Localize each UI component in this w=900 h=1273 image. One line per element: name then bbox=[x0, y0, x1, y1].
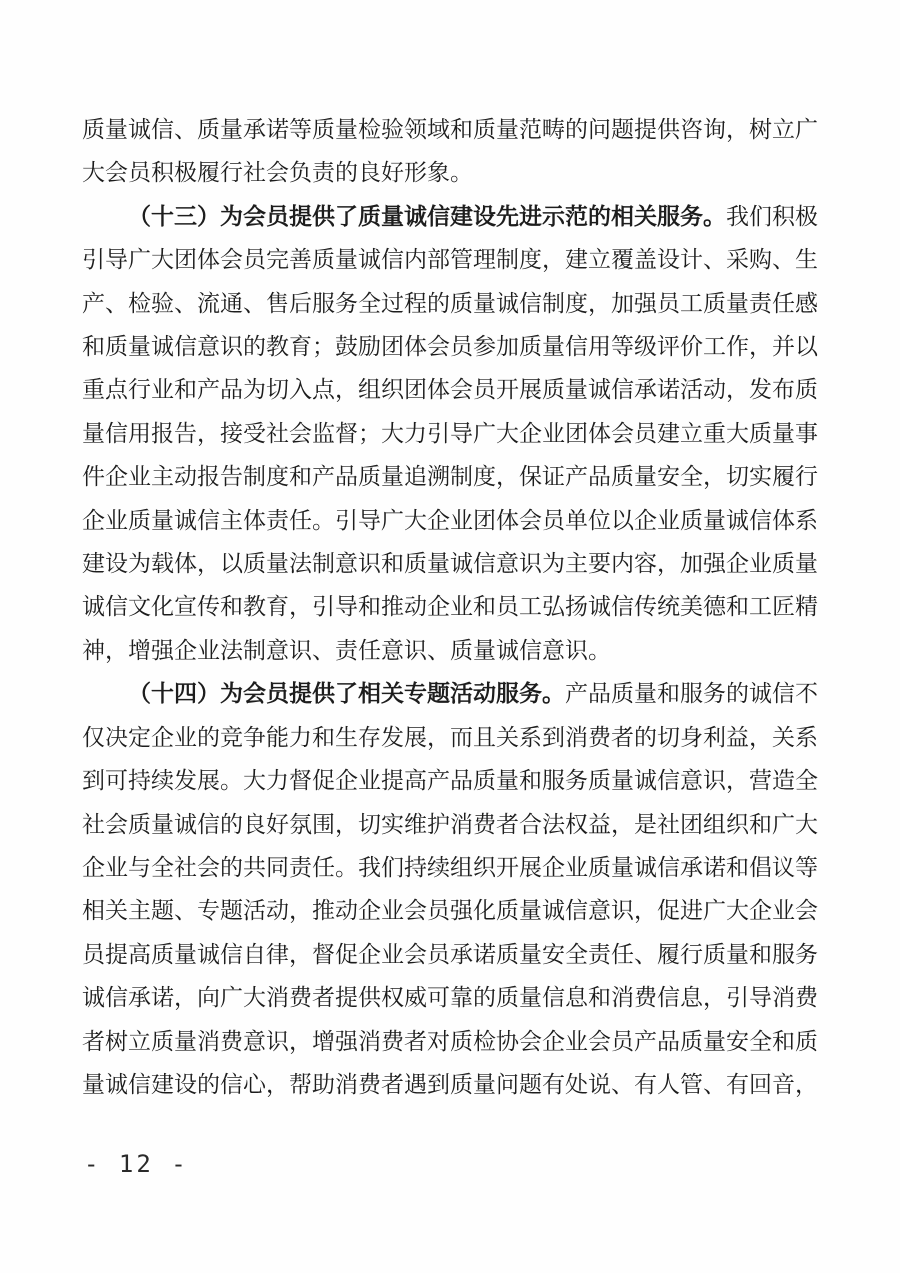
paragraph-item-13 bbox=[82, 195, 818, 672]
paragraph-item-14 bbox=[82, 672, 818, 1106]
page-number: - 12 - bbox=[84, 1150, 189, 1178]
paragraph-heading-run: （十三）为会员提供了质量诚信建设先进示范的相关服务。 bbox=[128, 203, 726, 229]
paragraph-heading-run: （十四）为会员提供了相关专题活动服务。 bbox=[128, 681, 565, 707]
document-body bbox=[82, 108, 818, 1106]
paragraph-text-run: 产品质量和服务的诚信不仅决定企业的竞争能力和生存发展，而且关系到消费者的切身利益，关系到可持续发展。大力督促企业提高产品质量和服务质量诚信意识，营造全社会质量诚信的良好氛围，切实维护消费者合法权益，是社团组织和广大企业与全社会的共同责任。我们持续组织开展企业质量诚信承诺和倡议等相关主题、专题活动，推动企业会员强化质量诚信意识，促进广大企业会员提高质量诚信自律，督促企业会员承诺质量安全责任、履行质量和服务诚信承诺，向广大消费者提供权威可靠的质量信息和消费信息，引导消费者树立质量消费意识，增强消费者对质检协会企业会员产品质量安全和质量诚信建设的信心，帮助消费者遇到质量问题有处说、有人管、有回音， bbox=[82, 681, 818, 1097]
paragraph-continuation bbox=[82, 108, 818, 195]
paragraph-text-run: 质量诚信、质量承诺等质量检验领域和质量范畴的问题提供咨询，树立广大会员积极履行社会负责的良好形象。 bbox=[82, 117, 818, 186]
paragraph-text-run: 我们积极引导广大团体会员完善质量诚信内部管理制度，建立覆盖设计、采购、生产、检验、流通、售后服务全过程的质量诚信制度，加强员工质量责任感和质量诚信意识的教育；鼓励团体会员参加质量信用等级评价工作，并以重点行业和产品为切入点，组织团体会员开展质量诚信承诺活动，发布质量信用报告，接受社会监督；大力引导广大企业团体会员建立重大质量事件企业主动报告制度和产品质量追溯制度，保证产品质量安全，切实履行企业质量诚信主体责任。引导广大企业团体会员单位以企业质量诚信体系建设为载体，以质量法制意识和质量诚信意识为主要内容，加强企业质量诚信文化宣传和教育，引导和推动企业和员工弘扬诚信传统美德和工匠精神，增强企业法制意识、责任意识、质量诚信意识。 bbox=[82, 203, 818, 663]
